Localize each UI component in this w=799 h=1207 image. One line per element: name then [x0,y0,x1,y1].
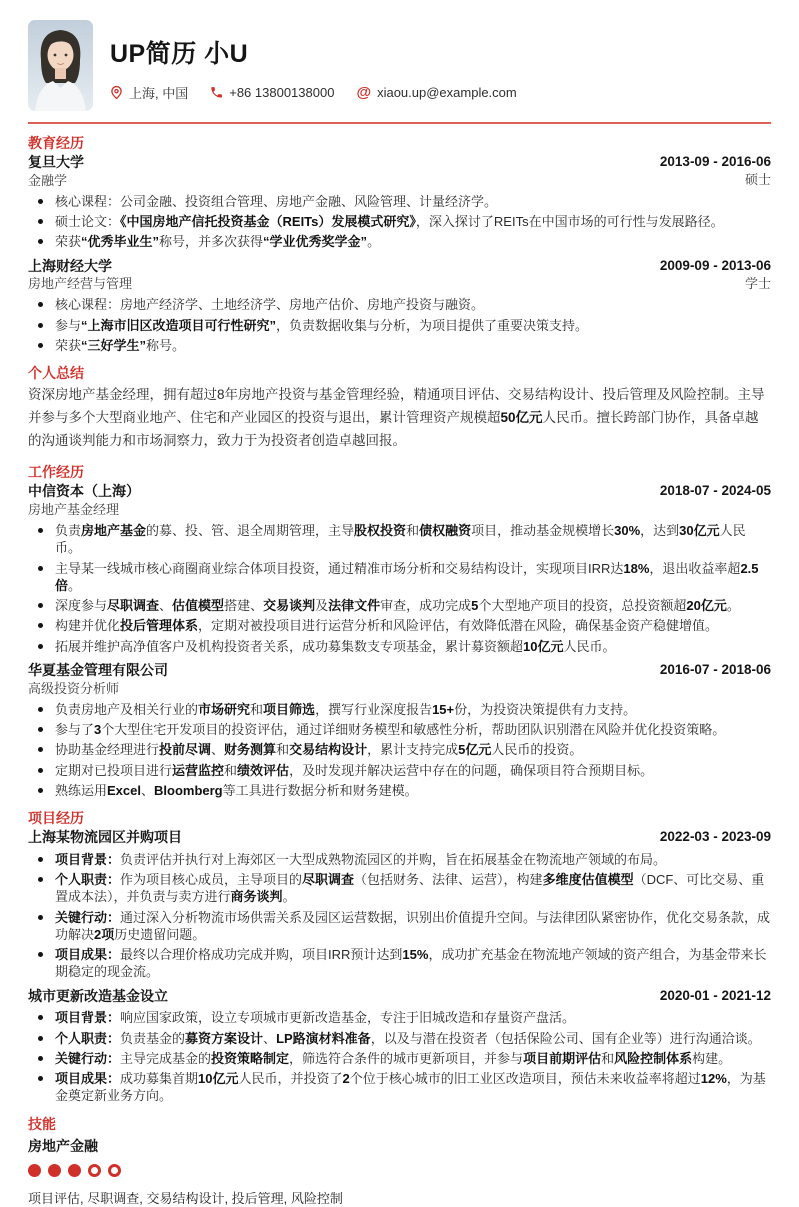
skill-keywords: 项目评估, 尽职调查, 交易结构设计, 投后管理, 风险控制 [28,1190,343,1206]
entry-meta [660,154,771,188]
section-projects [28,810,771,1104]
bullet-item: 负责房地产及相关行业的市场研究和项目筛选，撰写行业深度报告15+份，为投资决策提供有力支持。 [55,701,771,718]
date-range: 2020-01 - 2021-12 [659,987,771,1003]
bullet-item: 协助基金经理进行投前尽调、财务测算和交易结构设计，累计支持完成5亿元人民币的投资。 [55,741,771,758]
entry-titles [28,154,84,189]
education-entry [28,258,771,355]
rating-dot-filled [68,1164,81,1177]
bullet-list [28,851,771,981]
header-divider [28,122,771,124]
work-entries [28,483,771,799]
entry-meta [660,829,771,846]
bullet-list [28,296,771,354]
resume-header [28,20,771,111]
entry-header [28,154,771,189]
section-education [28,135,771,354]
school-name: 上海财经大学 [28,257,112,274]
entry-meta [660,662,771,679]
location-item [110,83,188,102]
date-range: 2022-03 - 2023-09 [659,829,771,845]
skill-rating-dots [28,1164,771,1177]
bullet-list [28,1009,771,1104]
work-entry [28,662,771,799]
bullet-item: 个人职责：负责基金的募资方案设计、LP路演材料准备，以及与潜在投资者（包括保险公司、国有企业等）进行沟通洽谈。 [55,1030,771,1047]
bullet-list [28,522,771,655]
phone-item [210,85,334,100]
bullet-list [28,193,771,251]
rating-dot-filled [48,1164,61,1177]
education-entry [28,154,771,251]
bullet-item: 个人职责：作为项目核心成员，主导项目的尽职调查（包括财务、法律、运营），构建多维度估值模型（DCF、可比交易、重置成本法），并负责与卖方进行商务谈判。 [55,871,771,906]
bullet-item: 熟练运用Excel、Bloomberg等工具进行数据分析和财务建模。 [55,782,771,799]
rating-dot-empty [88,1164,101,1177]
rating-dot-empty [108,1164,121,1177]
rating-dot-filled [28,1164,41,1177]
date-range: 2018-07 - 2024-05 [659,483,771,499]
entry-header [28,988,771,1006]
at-icon: @ [356,84,372,101]
bullet-item: 关键行动：通过深入分析物流市场供需关系及园区运营数据，识别出价值提升空间。与法律团队紧密协作，优化交易条款，成功解决2项历史遗留问题。 [55,909,771,942]
entry-header [28,662,771,697]
project-name: 上海某物流园区并购项目 [28,829,182,846]
projects-section-title: 项目经历 [28,810,84,827]
school-name: 复旦大学 [28,154,84,171]
degree: 硕士 [744,171,771,187]
entry-meta [660,258,771,292]
entry-header [28,483,771,518]
entry-titles [28,662,168,697]
date-range: 2009-09 - 2013-06 [659,257,771,273]
entry-meta [660,988,771,1005]
bullet-item: 项目背景：响应国家政策，设立专项城市更新改造基金，专注于旧城改造和存量资产盘活。 [55,1009,771,1026]
major: 房地产经营与管理 [28,276,133,292]
bullet-item: 关键行动：主导完成基金的投资策略制定，筛选符合条件的城市更新项目，并参与项目前期评估和风险控制体系构建。 [55,1050,771,1067]
bullet-item: 硕士论文：《中国房地产信托投资基金（REITs）发展模式研究》，深入探讨了REITs在中国市场的可行性与发展路径。 [55,213,771,230]
bullet-item: 参与“上海市旧区改造项目可行性研究”，负责数据收集与分析，为项目提供了重要决策支持。 [55,317,771,334]
bullet-item: 核心课程：房地产经济学、土地经济学、房地产估价、房地产投资与融资。 [55,296,771,313]
bullet-item: 负责房地产基金的募、投、管、退全周期管理，主导股权投资和债权融资项目，推动基金规模增长30%，达到30亿元人民币。 [55,522,771,557]
entry-titles [28,988,168,1006]
degree: 学士 [744,275,771,291]
company-name: 中信资本（上海） [28,483,140,500]
education-entries [28,154,771,354]
bullet-item: 荣获“三好学生”称号。 [55,337,771,354]
entry-header [28,829,771,847]
person-name: UP简历 小U [110,40,249,68]
bullet-item: 定期对已投项目进行运营监控和绩效评估，及时发现并解决运营中存在的问题，确保项目符合预期目标。 [55,762,771,779]
education-section-title: 教育经历 [28,135,84,151]
company-name: 华夏基金管理有限公司 [28,662,168,678]
date-range: 2016-07 - 2018-06 [659,662,771,677]
avatar-illustration [28,20,93,111]
skills-section-title: 技能 [28,1115,56,1132]
avatar-photo [28,20,93,111]
work-section-title: 工作经历 [28,464,84,481]
date-range: 2013-09 - 2016-06 [659,154,771,170]
entry-titles [28,483,140,518]
bullet-item: 项目成果：最终以合理价格成功完成并购，项目IRR预计达到15%，成功扩充基金在物流地产领域的资产组合，为基金带来长期稳定的现金流。 [55,946,771,981]
bullet-item: 深度参与尽职调查、估值模型搭建、交易谈判及法律文件审查，成功完成5个大型地产项目的投资，总投资额超20亿元。 [55,597,771,614]
summary-text: 资深房地产基金经理，拥有超过8年房地产投资与基金管理经验，精通项目评估、交易结构设计、投后管理及风险控制。主导并参与多个大型商业地产、住宅和产业园区的投资与退出，累计管理资产规模超50亿元人民币。擅长跨部门协作，具备卓越的沟通谈判能力和市场洞察力，致力于为投资者创造卓越回报。 [28,387,765,449]
entry-meta [660,483,771,500]
summary-section-title: 个人总结 [28,365,84,382]
job-title: 房地产基金经理 [28,501,120,517]
entry-titles [28,258,132,293]
project-entry [28,988,771,1105]
contact-row [110,83,517,102]
work-entry [28,483,771,655]
header-text [110,20,517,111]
bullet-item: 荣获“优秀毕业生”称号，并多次获得“学业优秀奖学金”。 [55,233,771,250]
bullet-item: 项目成果：成功募集首期10亿元人民币，并投资了2个位于核心城市的旧工业区改造项目，预估未来收益率将超过12%，为基金奠定新业务方向。 [55,1070,771,1105]
bullet-list [28,701,771,799]
section-work [28,464,771,799]
phone-icon [210,86,223,99]
bullet-item: 主导某一线城市核心商圈商业综合体项目投资，通过精准市场分析和交易结构设计，实现项目IRR达18%，退出收益率超2.5倍。 [55,560,771,595]
job-title: 高级投资分析师 [28,680,120,696]
entry-header [28,258,771,293]
email-item [356,85,516,100]
skill-name: 房地产金融 [28,1137,98,1154]
phone-text: +86 13800138000 [229,85,335,100]
project-entries [28,829,771,1104]
email-text: xiaou.up@example.com [377,85,517,100]
bullet-item: 参与了3个大型住宅开发项目的投资评估，通过详细财务模型和敏感性分析，帮助团队识别潜在风险并优化投资策略。 [55,721,771,738]
section-summary [28,365,771,453]
bullet-item: 构建并优化投后管理体系，定期对被投项目进行运营分析和风险评估，有效降低潜在风险，确保基金资产稳健增值。 [55,617,771,634]
major: 金融学 [28,172,68,188]
bullet-item: 核心课程：公司金融、投资组合管理、房地产金融、风险管理、计量经济学。 [55,193,771,210]
map-pin-icon [110,85,123,100]
section-skills [28,1116,771,1207]
bullet-item: 项目背景：负责评估并执行对上海郊区一大型成熟物流园区的并购，旨在拓展基金在物流地产领域的布局。 [55,851,771,868]
project-entry [28,829,771,980]
entry-titles [28,829,182,847]
project-name: 城市更新改造基金设立 [28,987,168,1004]
location-text: 上海, 中国 [129,86,189,101]
bullet-item: 拓展并维护高净值客户及机构投资者关系，成功募集数支专项基金，累计募资额超10亿元人民币。 [55,638,771,655]
